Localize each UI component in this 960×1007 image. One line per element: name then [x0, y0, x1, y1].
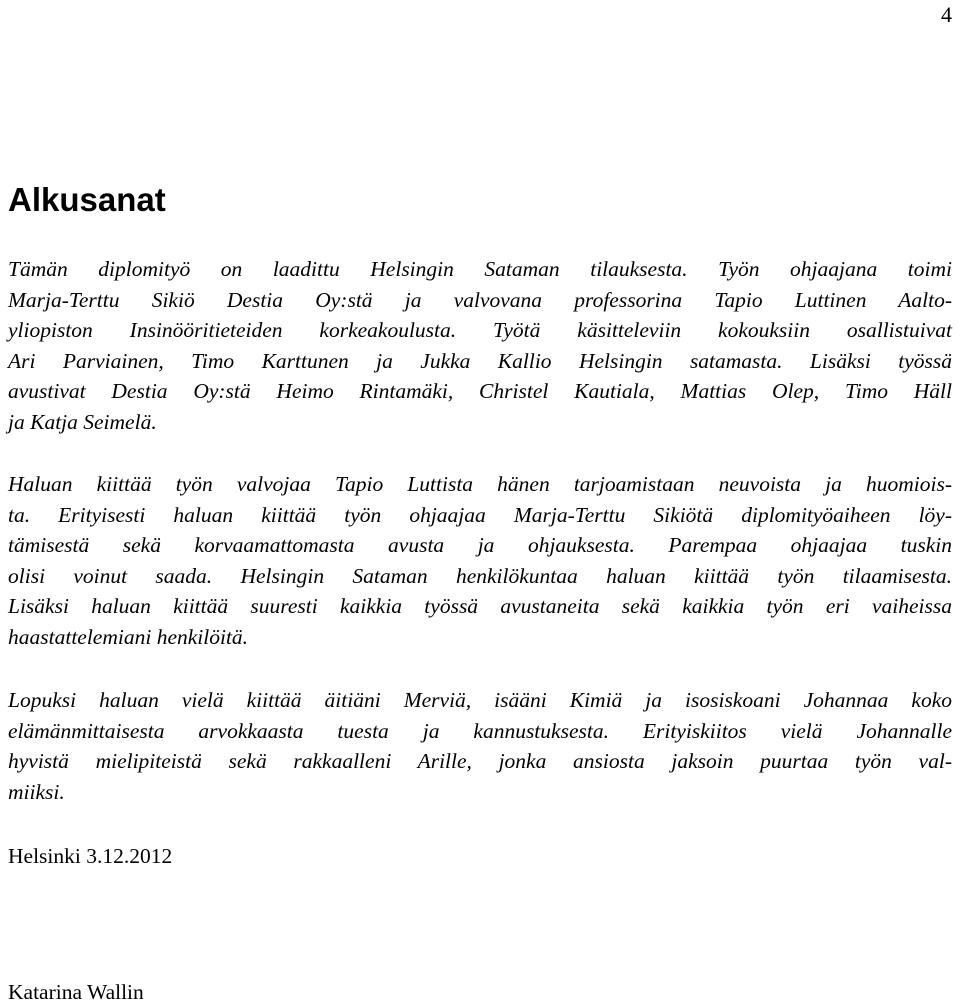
paragraph-line: elämänmittaisesta arvokkaasta tuesta ja kannustuksesta. Erityiskiitos vielä Johannalle	[8, 718, 952, 743]
paragraph-line: olisi voinut saada. Helsingin Sataman henkilökuntaa haluan kiittää työn tilaamisesta.	[8, 563, 952, 588]
paragraph-line: avustivat Destia Oy:stä Heimo Rintamäki, Christel Kautiala, Mattias Olep, Timo Häll	[8, 379, 952, 403]
paragraph-line: tämisestä sekä korvaamattomasta avusta ja ohjauksesta. Parempaa ohjaajaa tuskin	[8, 533, 952, 557]
paragraph-line: Lopuksi haluan vielä kiittää äitiäni Merviä, isääni Kimiä ja isosiskoani Johannaa koko	[8, 688, 952, 712]
paragraph-line: hyvistä mielipiteistä sekä rakkaalleni Arille, jonka ansiosta jaksoin puurtaa työn val-	[8, 749, 952, 773]
paragraph-line: ta. Erityisesti haluan kiittää työn ohjaajaa Marja-Terttu Sikiötä diplomityöaiheen löy-	[8, 502, 952, 527]
paragraph-line: Tämän diplomityö on laadittu Helsingin Sataman tilauksesta. Työn ohjaajana toimi	[8, 257, 952, 281]
paragraph-line: Ari Parviainen, Timo Karttunen ja Jukka Kallio Helsingin satamasta. Lisäksi työssä	[8, 348, 952, 373]
paragraph-line: Lisäksi haluan kiittää suuresti kaikkia työssä avustaneita sekä kaikkia työn eri vaiheissa	[8, 594, 952, 618]
paragraph-line: miiksi.	[8, 779, 65, 804]
paragraph-line: haastattelemiani henkilöitä.	[8, 624, 249, 649]
paragraph-acknowledgement-intro	[8, 254, 952, 437]
page-title: Alkusanat	[8, 181, 166, 218]
page-number: 4	[941, 2, 952, 27]
paragraph-thanks-family	[8, 685, 952, 807]
signature-place-date: Helsinki 3.12.2012	[8, 844, 173, 868]
paragraph-line: yliopiston Insinööritieteiden korkeakoulusta. Työtä käsitteleviin kokouksiin osallistuivat	[8, 318, 952, 342]
signature-author: Katarina Wallin	[8, 980, 144, 1004]
paragraph-thanks-supervisors	[8, 469, 952, 652]
paragraph-line: ja Katja Seimelä.	[8, 409, 157, 434]
paragraph-line: Marja-Terttu Sikiö Destia Oy:stä ja valvovana professorina Tapio Luttinen Aalto-	[8, 287, 952, 312]
paragraph-line: Haluan kiittää työn valvojaa Tapio Luttista hänen tarjoamistaan neuvoista ja huomiois-	[8, 472, 952, 496]
